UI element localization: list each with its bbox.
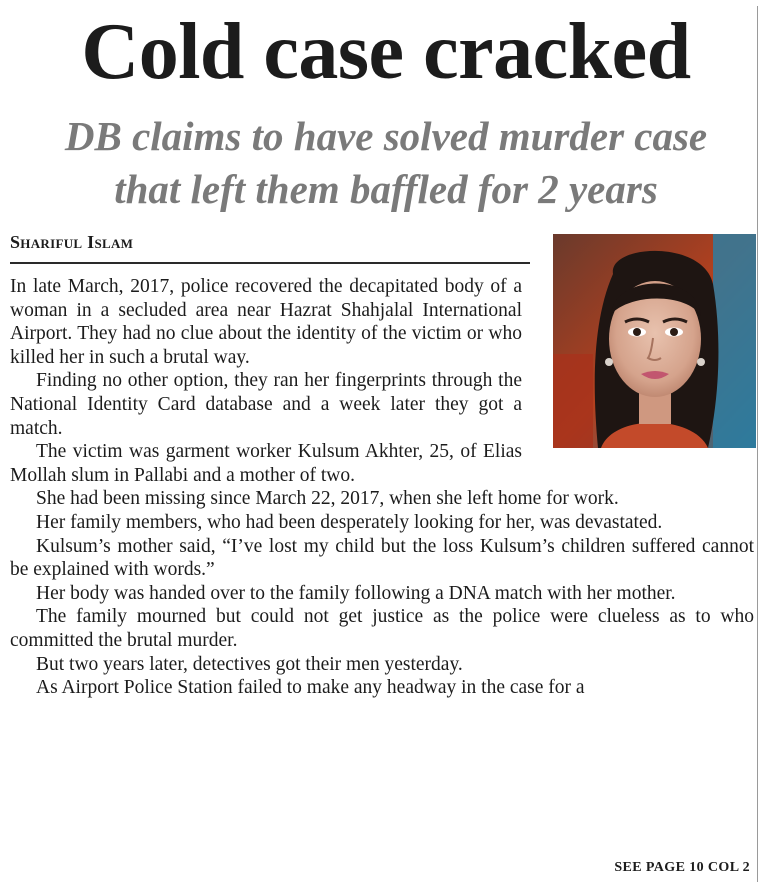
byline-rule bbox=[10, 262, 530, 264]
paragraph-2: Finding no other option, they ran her fingerprints through the National Identity Card database and a week later they got a match. bbox=[10, 370, 522, 439]
paragraph-7: Her body was handed over to the family following a DNA match with her mother. bbox=[36, 582, 676, 604]
subheadline bbox=[0, 110, 772, 216]
paragraph-9: But two years later, detectives got their men yesterday. bbox=[36, 653, 463, 675]
paragraph-1: In late March, 2017, police recovered the decapitated body of a woman in a secluded area near Hazrat Shahjalal International Airport. They had no clue about the identity of the victim or who killed her in such a brutal way. bbox=[10, 276, 522, 368]
article-body bbox=[10, 275, 754, 700]
subheadline-line-2: that left them baffled for 2 years bbox=[114, 166, 658, 212]
byline: Shariful Islam bbox=[10, 232, 134, 252]
paragraph-10: As Airport Police Station failed to make any headway in the case for a bbox=[36, 677, 585, 699]
paragraph-6: Kulsum’s mother said, “I’ve lost my child but the loss Kulsum’s children suffered cannot be explained with words.” bbox=[10, 535, 754, 581]
headline: Cold case cracked bbox=[81, 8, 691, 96]
paragraph-3: The victim was garment worker Kulsum Akhter, 25, of Elias Mollah slum in Pallabi and a mother of two. bbox=[10, 441, 522, 486]
photo-wrap-space bbox=[522, 275, 754, 467]
paragraph-4: She had been missing since March 22, 2017, when she left home for work. bbox=[36, 488, 619, 510]
paragraph-5: Her family members, who had been desperately looking for her, was devastated. bbox=[36, 511, 663, 533]
paragraph-8: The family mourned but could not get justice as the police were clueless as to who committed the brutal murder. bbox=[10, 606, 754, 651]
subheadline-line-1: DB claims to have solved murder case bbox=[64, 113, 708, 159]
continuation-link[interactable]: SEE PAGE 10 COL 2 bbox=[614, 860, 750, 875]
